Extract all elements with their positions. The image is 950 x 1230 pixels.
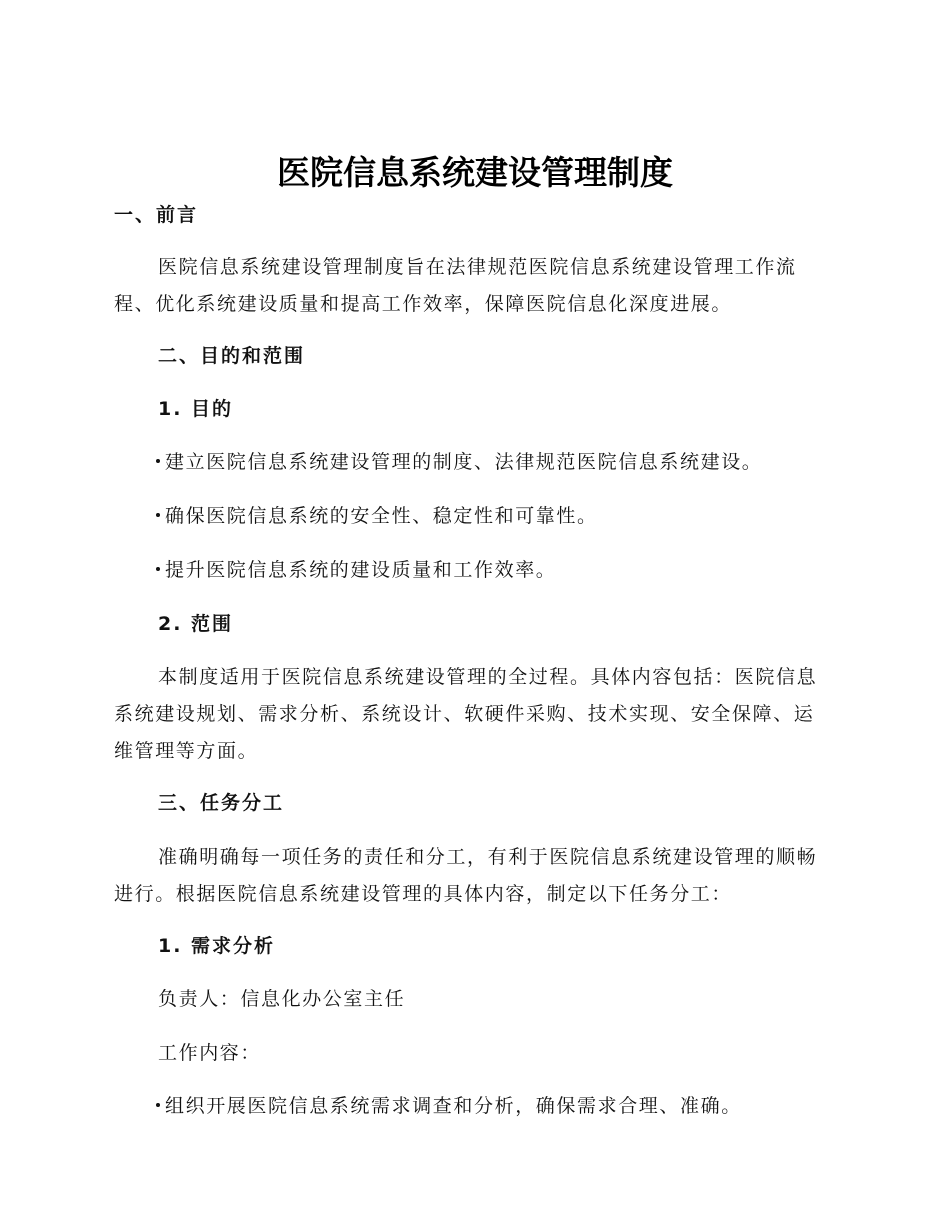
- scope-paragraph: 本制度适用于医院信息系统建设管理的全过程。具体内容包括：医院信息系统建设规划、需求分析、系统设计、软硬件采购、技术实现、安全保障、运维管理等方面。: [114, 666, 818, 762]
- list-item: 提升医院信息系统的建设质量和工作效率。: [156, 552, 836, 589]
- section-heading-purpose-scope: 二、目的和范围: [158, 345, 306, 367]
- work-content-label: 工作内容：: [158, 1042, 262, 1064]
- list-item: 组织开展医院信息系统需求调查和分析，确保需求合理、准确。: [156, 1088, 836, 1125]
- bullet-dot-icon: [156, 459, 160, 463]
- bullet-dot-icon: [156, 1103, 160, 1107]
- bullet-dot-icon: [156, 567, 160, 571]
- subheading-scope: 2. 范围: [158, 613, 234, 635]
- section-heading-task-division: 三、任务分工: [158, 792, 285, 814]
- bullet-dot-icon: [156, 513, 160, 517]
- preface-paragraph: 医院信息系统建设管理制度旨在法律规范医院信息系统建设管理工作流程、优化系统建设质量和提高工作效率，保障医院信息化深度进展。: [114, 256, 797, 315]
- list-item: 建立医院信息系统建设管理的制度、法律规范医院信息系统建设。: [156, 444, 836, 481]
- section-heading-preface: 一、前言: [114, 204, 199, 226]
- owner-line: 负责人：信息化办公室主任: [158, 988, 406, 1010]
- task-division-paragraph: 准确明确每一项任务的责任和分工，有利于医院信息系统建设管理的顺畅进行。根据医院信息系统建设管理的具体内容，制定以下任务分工：: [114, 846, 818, 905]
- document-title: 医院信息系统建设管理制度: [277, 153, 673, 192]
- list-item: 确保医院信息系统的安全性、稳定性和可靠性。: [156, 498, 836, 535]
- subheading-requirements-analysis: 1. 需求分析: [158, 935, 276, 957]
- subheading-purpose: 1. 目的: [158, 398, 234, 420]
